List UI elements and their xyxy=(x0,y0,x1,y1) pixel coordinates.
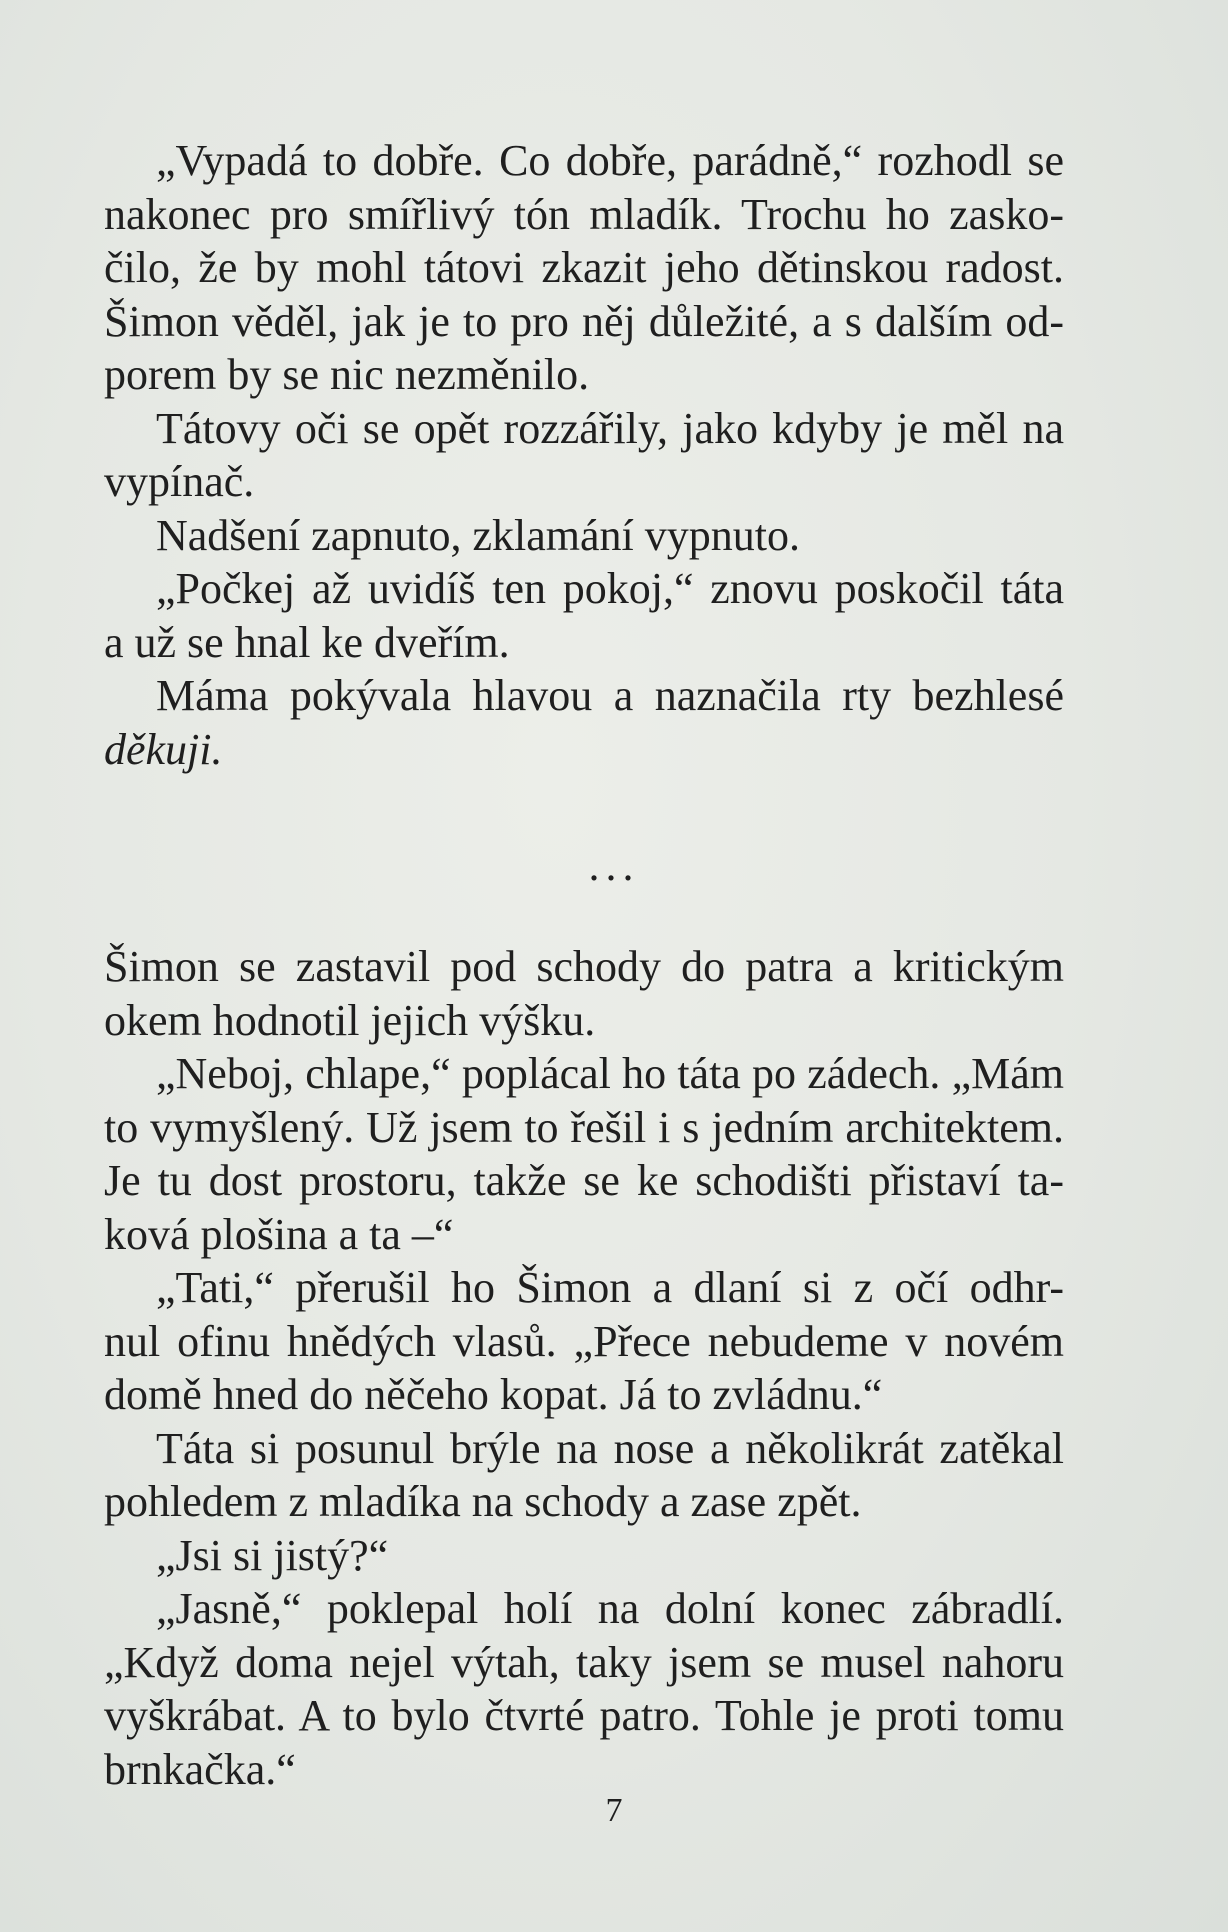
text-line: nakonec pro smířlivý tón mladík. Trochu ho zasko- xyxy=(104,189,1064,239)
text-line: brnkačka.“ xyxy=(104,1744,296,1794)
text-line: Tátovy oči se opět rozzářily, jako kdyby je měl na xyxy=(156,403,1064,453)
text-line: Šimon se zastavil pod schody do patra a kritickým xyxy=(104,942,1064,991)
text-line: okem hodnotil jejich výšku. xyxy=(104,995,596,1045)
text-line: „Jasně,“ poklepal holí na dolní konec zábradlí. xyxy=(156,1584,1064,1633)
text-line: vypínač. xyxy=(104,457,255,506)
section-separator: ... xyxy=(588,841,640,890)
text-section-2 xyxy=(104,940,1064,1796)
text-line: Je tu dost prostoru, takže se ke schodišti přistaví ta- xyxy=(104,1156,1064,1205)
text-line: a už se hnal ke dveřím. xyxy=(104,617,510,667)
text-line: „Neboj, chlape,“ poplácal ho táta po zádech. „Mám xyxy=(156,1049,1064,1098)
text-line: porem by se nic nezměnilo. xyxy=(104,350,590,399)
text-line: Máma pokývala hlavou a naznačila rty bezhlesé xyxy=(156,671,1064,720)
text-section-1 xyxy=(104,134,1064,776)
text-line: „Když doma nejel výtah, taky jsem se musel nahoru xyxy=(104,1637,1064,1687)
text-line: domě hned do něčeho kopat. Já to zvládnu.“ xyxy=(104,1370,883,1419)
text-line: to vymyšlený. Už jsem to řešil i s jedním architektem. xyxy=(104,1102,1064,1152)
text-line: vyškrábat. A to bylo čtvrté patro. Tohle je proti tomu xyxy=(104,1691,1064,1740)
text-line: Nadšení zapnuto, zklamání vypnuto. xyxy=(156,510,800,560)
text-line: ková plošina a ta –“ xyxy=(104,1209,454,1259)
text-line: čilo, že by mohl tátovi zkazit jeho dětinskou radost. xyxy=(104,243,1064,292)
text-line: pohledem z mladíka na schody a zase zpět. xyxy=(104,1477,862,1526)
page-number: 7 xyxy=(605,1792,623,1829)
text-line: nul ofinu hnědých vlasů. „Přece nebudeme v novém xyxy=(104,1316,1064,1366)
text-line: „Vypadá to dobře. Co dobře, parádně,“ rozhodl se xyxy=(156,136,1064,185)
text-line: děkuji. xyxy=(104,724,223,774)
text-line: „Jsi si jistý?“ xyxy=(156,1530,389,1580)
text-line: „Tati,“ přerušil ho Šimon a dlaní si z očí odhr- xyxy=(156,1263,1064,1312)
text-line: „Počkej až uvidíš ten pokoj,“ znovu poskočil táta xyxy=(156,564,1064,613)
text-line: Šimon věděl, jak je to pro něj důležité, a s dalším od- xyxy=(104,296,1064,346)
text-line: Táta si posunul brýle na nose a několikrát zatěkal xyxy=(156,1423,1064,1473)
